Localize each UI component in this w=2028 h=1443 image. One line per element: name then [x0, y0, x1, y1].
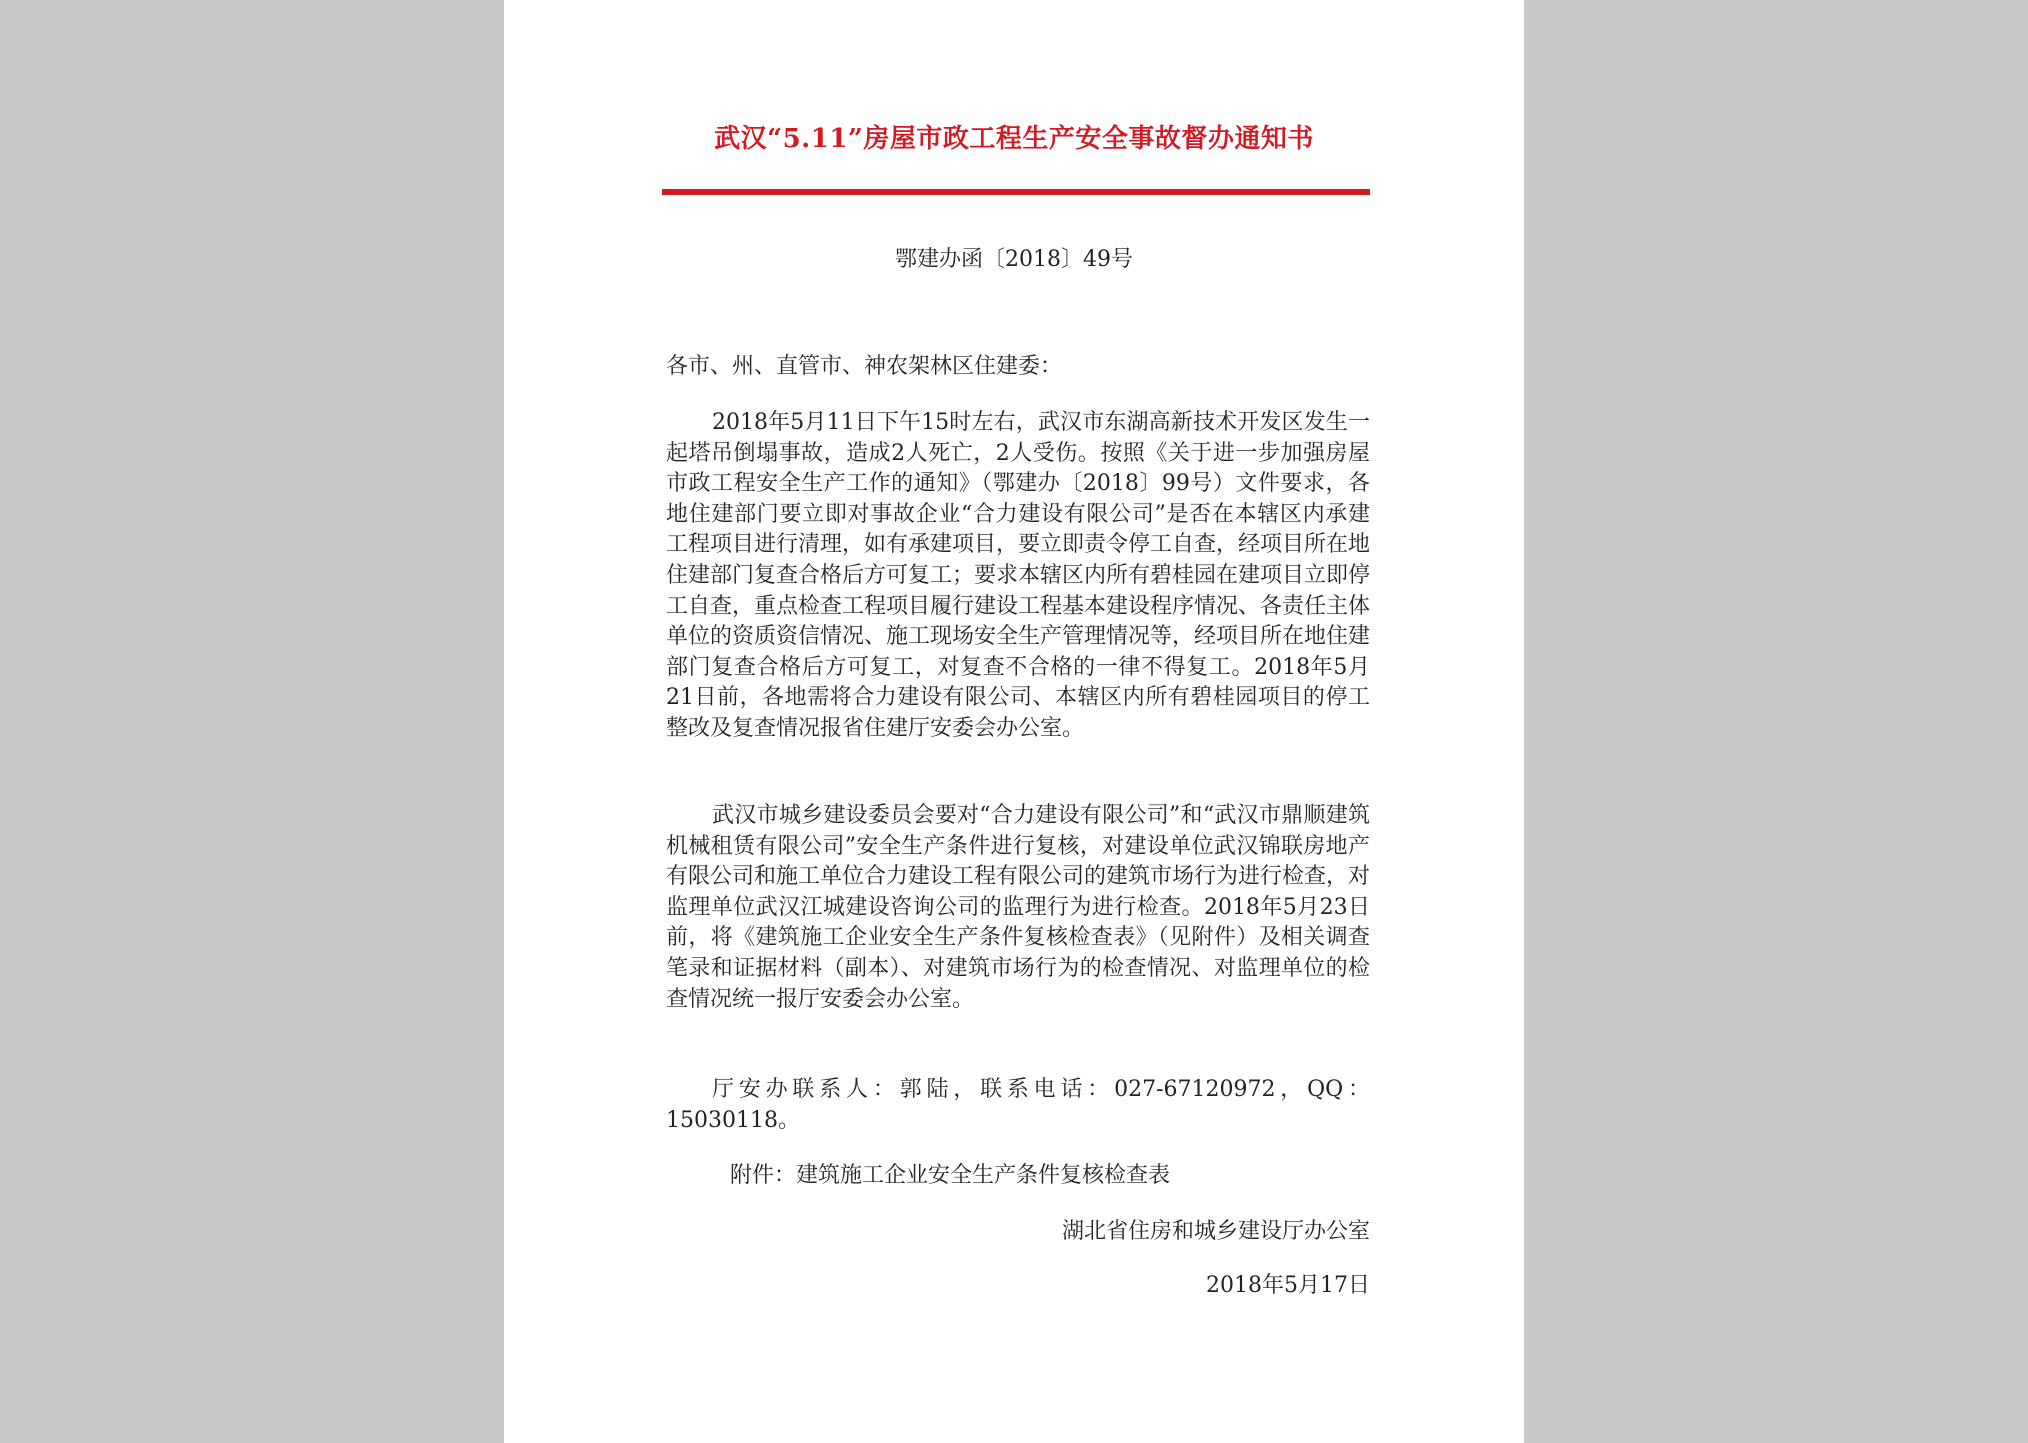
red-divider: [662, 189, 1370, 195]
paragraph-2: 武汉市城乡建设委员会要对“合力建设有限公司”和“武汉市鼎顺建筑机械租赁有限公司”安全生产条件进行复核，对建设单位武汉锦联房地产有限公司和施工单位合力建设工程有限公司的建筑市场行为进行检查，对监理单位武汉江城建设咨询公司的监理行为进行检查。2018年5月23日前，将《建筑施工企业安全生产条件复核检查表》（见附件）及相关调查笔录和证据材料（副本）、对建筑市场行为的检查情况、对监理单位的检查情况统一报厅安委会办公室。: [666, 803, 1371, 1012]
salutation: 各市、州、直管市、神农架林区住建委：: [666, 354, 1063, 379]
attachment-note: 附件：建筑施工企业安全生产条件复核检查表: [730, 1163, 1171, 1188]
paragraph-1: 2018年5月11日下午15时左右，武汉市东湖高新技术开发区发生一起塔吊倒塌事故，造成2人死亡，2人受伤。按照《关于进一步加强房屋市政工程安全生产工作的通知》（鄂建办〔2018〕99号）文件要求，各地住建部门要立即对事故企业“合力建设有限公司”是否在本辖区内承建工程项目进行清理，如有承建项目，要立即责令停工自查，经项目所在地住建部门复查合格后方可复工；要求本辖区内所有碧桂园在建项目立即停工自查，重点检查工程项目履行建设工程基本建设程序情况、各责任主体单位的资质资信情况、施工现场安全生产管理情况等，经项目所在地住建部门复查合格后方可复工，对复查不合格的一律不得复工。2018年5月21日前，各地需将合力建设有限公司、本辖区内所有碧桂园项目的停工整改及复查情况报省住建厅安委会办公室。: [666, 410, 1371, 741]
paragraph-contact: 厅安办联系人：郭陆，联系电话：027-67120972，QQ：15030118。: [666, 1077, 1370, 1133]
document-page: [504, 0, 1524, 1443]
issuer-signature: 湖北省住房和城乡建设厅办公室: [1061, 1219, 1370, 1244]
document-title: 武汉“5.11”房屋市政工程生产安全事故督办通知书: [714, 124, 1314, 154]
document-number: 鄂建办函〔2018〕49号: [895, 247, 1133, 272]
issue-date: 2018年5月17日: [1206, 1273, 1370, 1298]
